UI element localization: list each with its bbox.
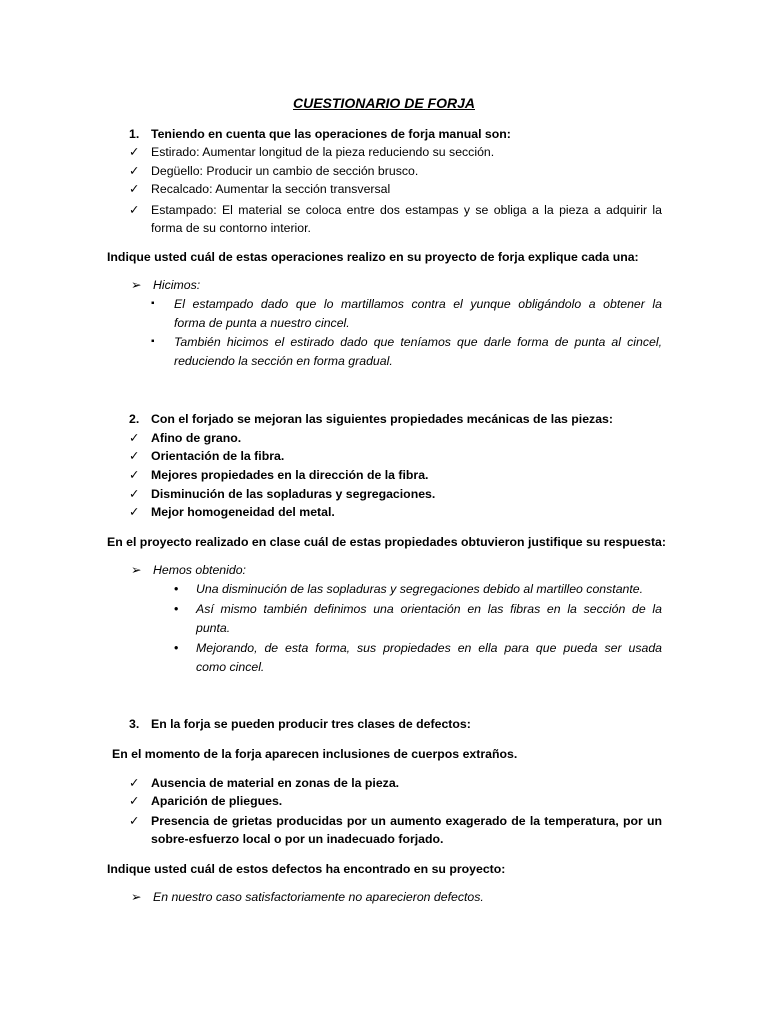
square-bullet-icon: ▪ [151,298,155,309]
check-icon: ✓ [129,794,140,808]
q2-answer-line-3: punta. [196,621,231,635]
check-icon: ✓ [129,203,140,217]
q3-item-3-cont: sobre-esfuerzo local o por un inadecuado forjado. [151,832,444,846]
q1-item-3: Recalcado: Aumentar la sección transversal [151,182,391,196]
q1-item-1: Estirado: Aumentar longitud de la pieza reduciendo su sección. [151,145,495,159]
q1-answer-line-3: También hicimos el estirado dado que teníamos que darle forma de punta al cincel, [174,335,662,349]
q2-prompt: En el proyecto realizado en clase cuál de estas propiedades obtuvieron justifique su respuesta: [107,535,666,549]
q1-answer-line-1: El estampado dado que lo martillamos contra el yunque obligándolo a obtener la [174,297,662,311]
q3-item-2: Aparición de pliegues. [151,794,283,808]
q3-item-3: Presencia de grietas producidas por un aumento exagerado de la temperatura, por un [151,814,662,828]
dot-bullet-icon: • [174,641,179,655]
arrow-icon: ➢ [131,563,142,577]
q3-number: 3. [129,717,140,731]
q1-prompt: Indique usted cuál de estas operaciones realizo en su proyecto de forja explique cada una: [107,250,639,264]
dot-bullet-icon: • [174,602,179,616]
q1-answer-line-4: reduciendo la sección en forma gradual. [174,354,393,368]
dot-bullet-icon: • [174,582,179,596]
check-icon: ✓ [129,431,140,445]
arrow-icon: ➢ [131,890,142,904]
q2-number: 2. [129,412,140,426]
q1-answer-intro: Hicimos: [153,278,201,292]
q2-answer-line-5: como cincel. [196,660,265,674]
q3-heading: En la forja se pueden producir tres clases de defectos: [151,717,471,731]
q2-item-1: Afino de grano. [151,431,242,445]
q2-answer-line-4: Mejorando, de esta forma, sus propiedades en ella para que pueda ser usada [196,641,662,655]
square-bullet-icon: ▪ [151,336,155,347]
q1-answer-line-2: forma de punta a nuestro cincel. [174,316,350,330]
q1-number: 1. [129,127,140,141]
q2-heading: Con el forjado se mejoran las siguientes propiedades mecánicas de las piezas: [151,412,613,426]
q2-answer-line-1: Una disminución de las sopladuras y segregaciones debido al martilleo constante. [196,582,644,596]
page-title: CUESTIONARIO DE FORJA [292,95,475,111]
check-icon: ✓ [129,182,140,196]
q3-subheading: En el momento de la forja aparecen inclusiones de cuerpos extraños. [112,747,518,761]
q2-answer-intro: Hemos obtenido: [153,563,246,577]
check-icon: ✓ [129,776,140,790]
check-icon: ✓ [129,814,140,828]
q1-item-4: Estampado: El material se coloca entre dos estampas y se obliga a la pieza a adquirir la [151,203,662,217]
q2-answer-line-2: Así mismo también definimos una orientación en las fibras en la sección de la [196,602,662,616]
check-icon: ✓ [129,487,140,501]
q1-item-4-cont: forma de su contorno interior. [151,221,311,235]
check-icon: ✓ [129,145,140,159]
q2-item-5: Mejor homogeneidad del metal. [151,505,335,519]
q3-prompt: Indique usted cuál de estos defectos ha encontrado en su proyecto: [107,862,506,876]
q1-heading: Teniendo en cuenta que las operaciones de forja manual son: [151,127,511,141]
q2-item-3: Mejores propiedades en la dirección de la fibra. [151,468,429,482]
check-icon: ✓ [129,505,140,519]
q1-item-2: Degüello: Producir un cambio de sección brusco. [151,164,419,178]
q3-answer: En nuestro caso satisfactoriamente no aparecieron defectos. [153,890,484,904]
q3-item-1: Ausencia de material en zonas de la pieza. [151,776,400,790]
check-icon: ✓ [129,164,140,178]
check-icon: ✓ [129,468,140,482]
arrow-icon: ➢ [131,278,142,292]
check-icon: ✓ [129,449,140,463]
q2-item-4: Disminución de las sopladuras y segregaciones. [151,487,436,501]
q2-item-2: Orientación de la fibra. [151,449,285,463]
